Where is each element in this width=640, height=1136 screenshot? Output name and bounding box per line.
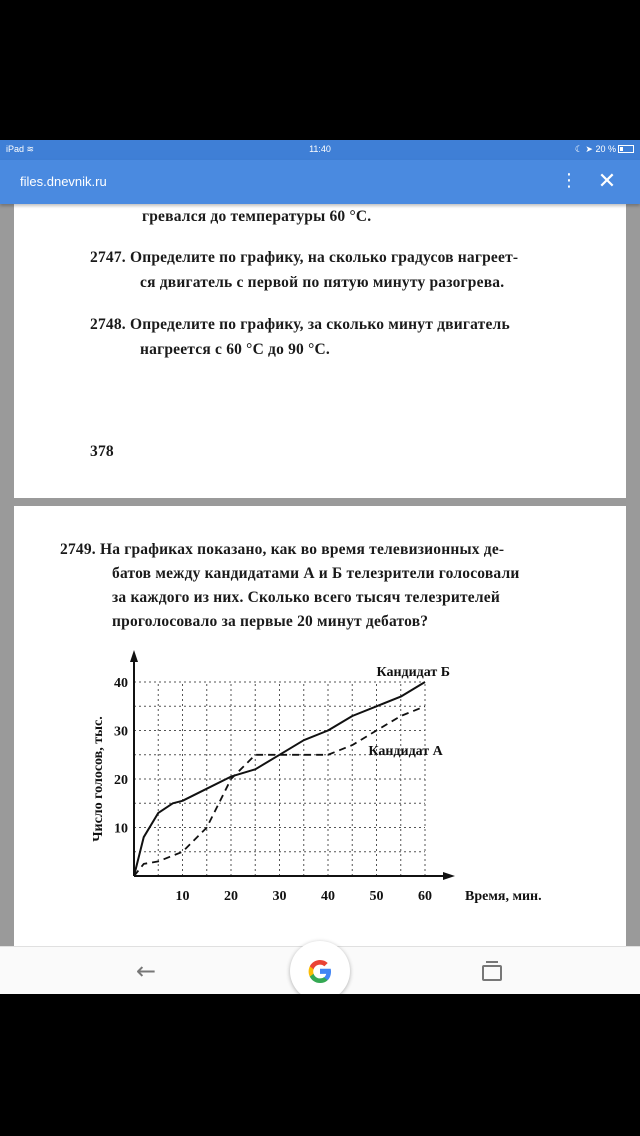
y-axis-arrow xyxy=(130,650,138,662)
x-tick-label: 60 xyxy=(418,889,432,904)
text-line: гревался до температуры 60 °C. xyxy=(142,208,372,225)
browser-app-bar xyxy=(0,160,640,204)
y-tick-label: 10 xyxy=(114,821,128,837)
x-axis-label: Время, мин. xyxy=(465,889,542,904)
google-g-icon xyxy=(290,941,350,1001)
x-tick-label: 50 xyxy=(369,889,384,904)
document-page-378 xyxy=(14,204,626,498)
google-home-button[interactable] xyxy=(290,941,350,1001)
y-axis-label: Число голосов, тыс. xyxy=(91,716,106,842)
wifi-icon: ≋ xyxy=(26,144,35,154)
problem-text: за каждого из них. Сколько всего тысяч телезрителей xyxy=(112,589,500,606)
bottom-black-border xyxy=(0,994,640,1136)
chart-grid xyxy=(134,682,425,876)
problem-number: 2747. xyxy=(90,249,126,266)
problem-text: Определите по графику, за сколько минут двигатель xyxy=(129,316,510,333)
back-arrow-icon[interactable]: ← xyxy=(136,957,157,985)
navigation-bar xyxy=(0,946,640,995)
y-tick-label: 40 xyxy=(114,676,128,691)
tabs-icon[interactable] xyxy=(482,965,502,981)
moon-icon: ☾ xyxy=(574,144,583,154)
x-axis-arrow xyxy=(443,872,455,880)
problem-text: На графиках показано, как во время телевизионных де- xyxy=(99,541,505,558)
battery-label: 20 % xyxy=(595,144,616,154)
problem-number: 2748. xyxy=(90,316,126,333)
battery-icon xyxy=(618,145,634,153)
problem-text: Определите по графику, на сколько градусов нагреет- xyxy=(129,249,519,266)
x-tick-label: 20 xyxy=(224,889,238,904)
status-bar xyxy=(0,140,640,160)
problem-number: 2749. xyxy=(60,541,96,558)
y-tick-label: 30 xyxy=(114,724,128,740)
chart-axes xyxy=(130,650,455,880)
problem-2747 xyxy=(90,249,518,267)
status-time: 11:40 xyxy=(309,144,331,154)
problem-text: проголосовало за первые 20 минут дебатов? xyxy=(112,613,429,630)
x-tick-label: 40 xyxy=(321,889,335,904)
location-icon: ➤ xyxy=(585,144,593,154)
problem-2748 xyxy=(90,316,510,334)
series-label-candidate-b: Кандидат Б xyxy=(376,665,451,680)
x-tick-label: 10 xyxy=(175,889,190,904)
series-label-candidate-a: Кандидат А xyxy=(368,743,443,759)
y-tick-label: 20 xyxy=(114,773,128,788)
status-right xyxy=(575,144,634,155)
problem-text: нагреется с 60 °C до 90 °C. xyxy=(140,341,330,358)
top-black-border xyxy=(0,0,640,140)
page-number: 378 xyxy=(90,443,114,460)
chart-ticks xyxy=(114,676,432,904)
carrier-label: iPad ≋ xyxy=(6,144,35,154)
x-tick-label: 30 xyxy=(272,889,287,904)
problem-text: батов между кандидатами А и Б телезрители голосовали xyxy=(112,565,520,582)
problem-text: ся двигатель с первой по пятую минуту разогрева. xyxy=(140,274,505,291)
vote-chart xyxy=(14,506,626,946)
close-icon[interactable]: ✕ xyxy=(597,168,617,193)
url-label[interactable]: files.dnevnik.ru xyxy=(20,174,107,189)
more-vert-icon[interactable]: ⋮ xyxy=(560,170,578,190)
document-page xyxy=(14,506,626,946)
